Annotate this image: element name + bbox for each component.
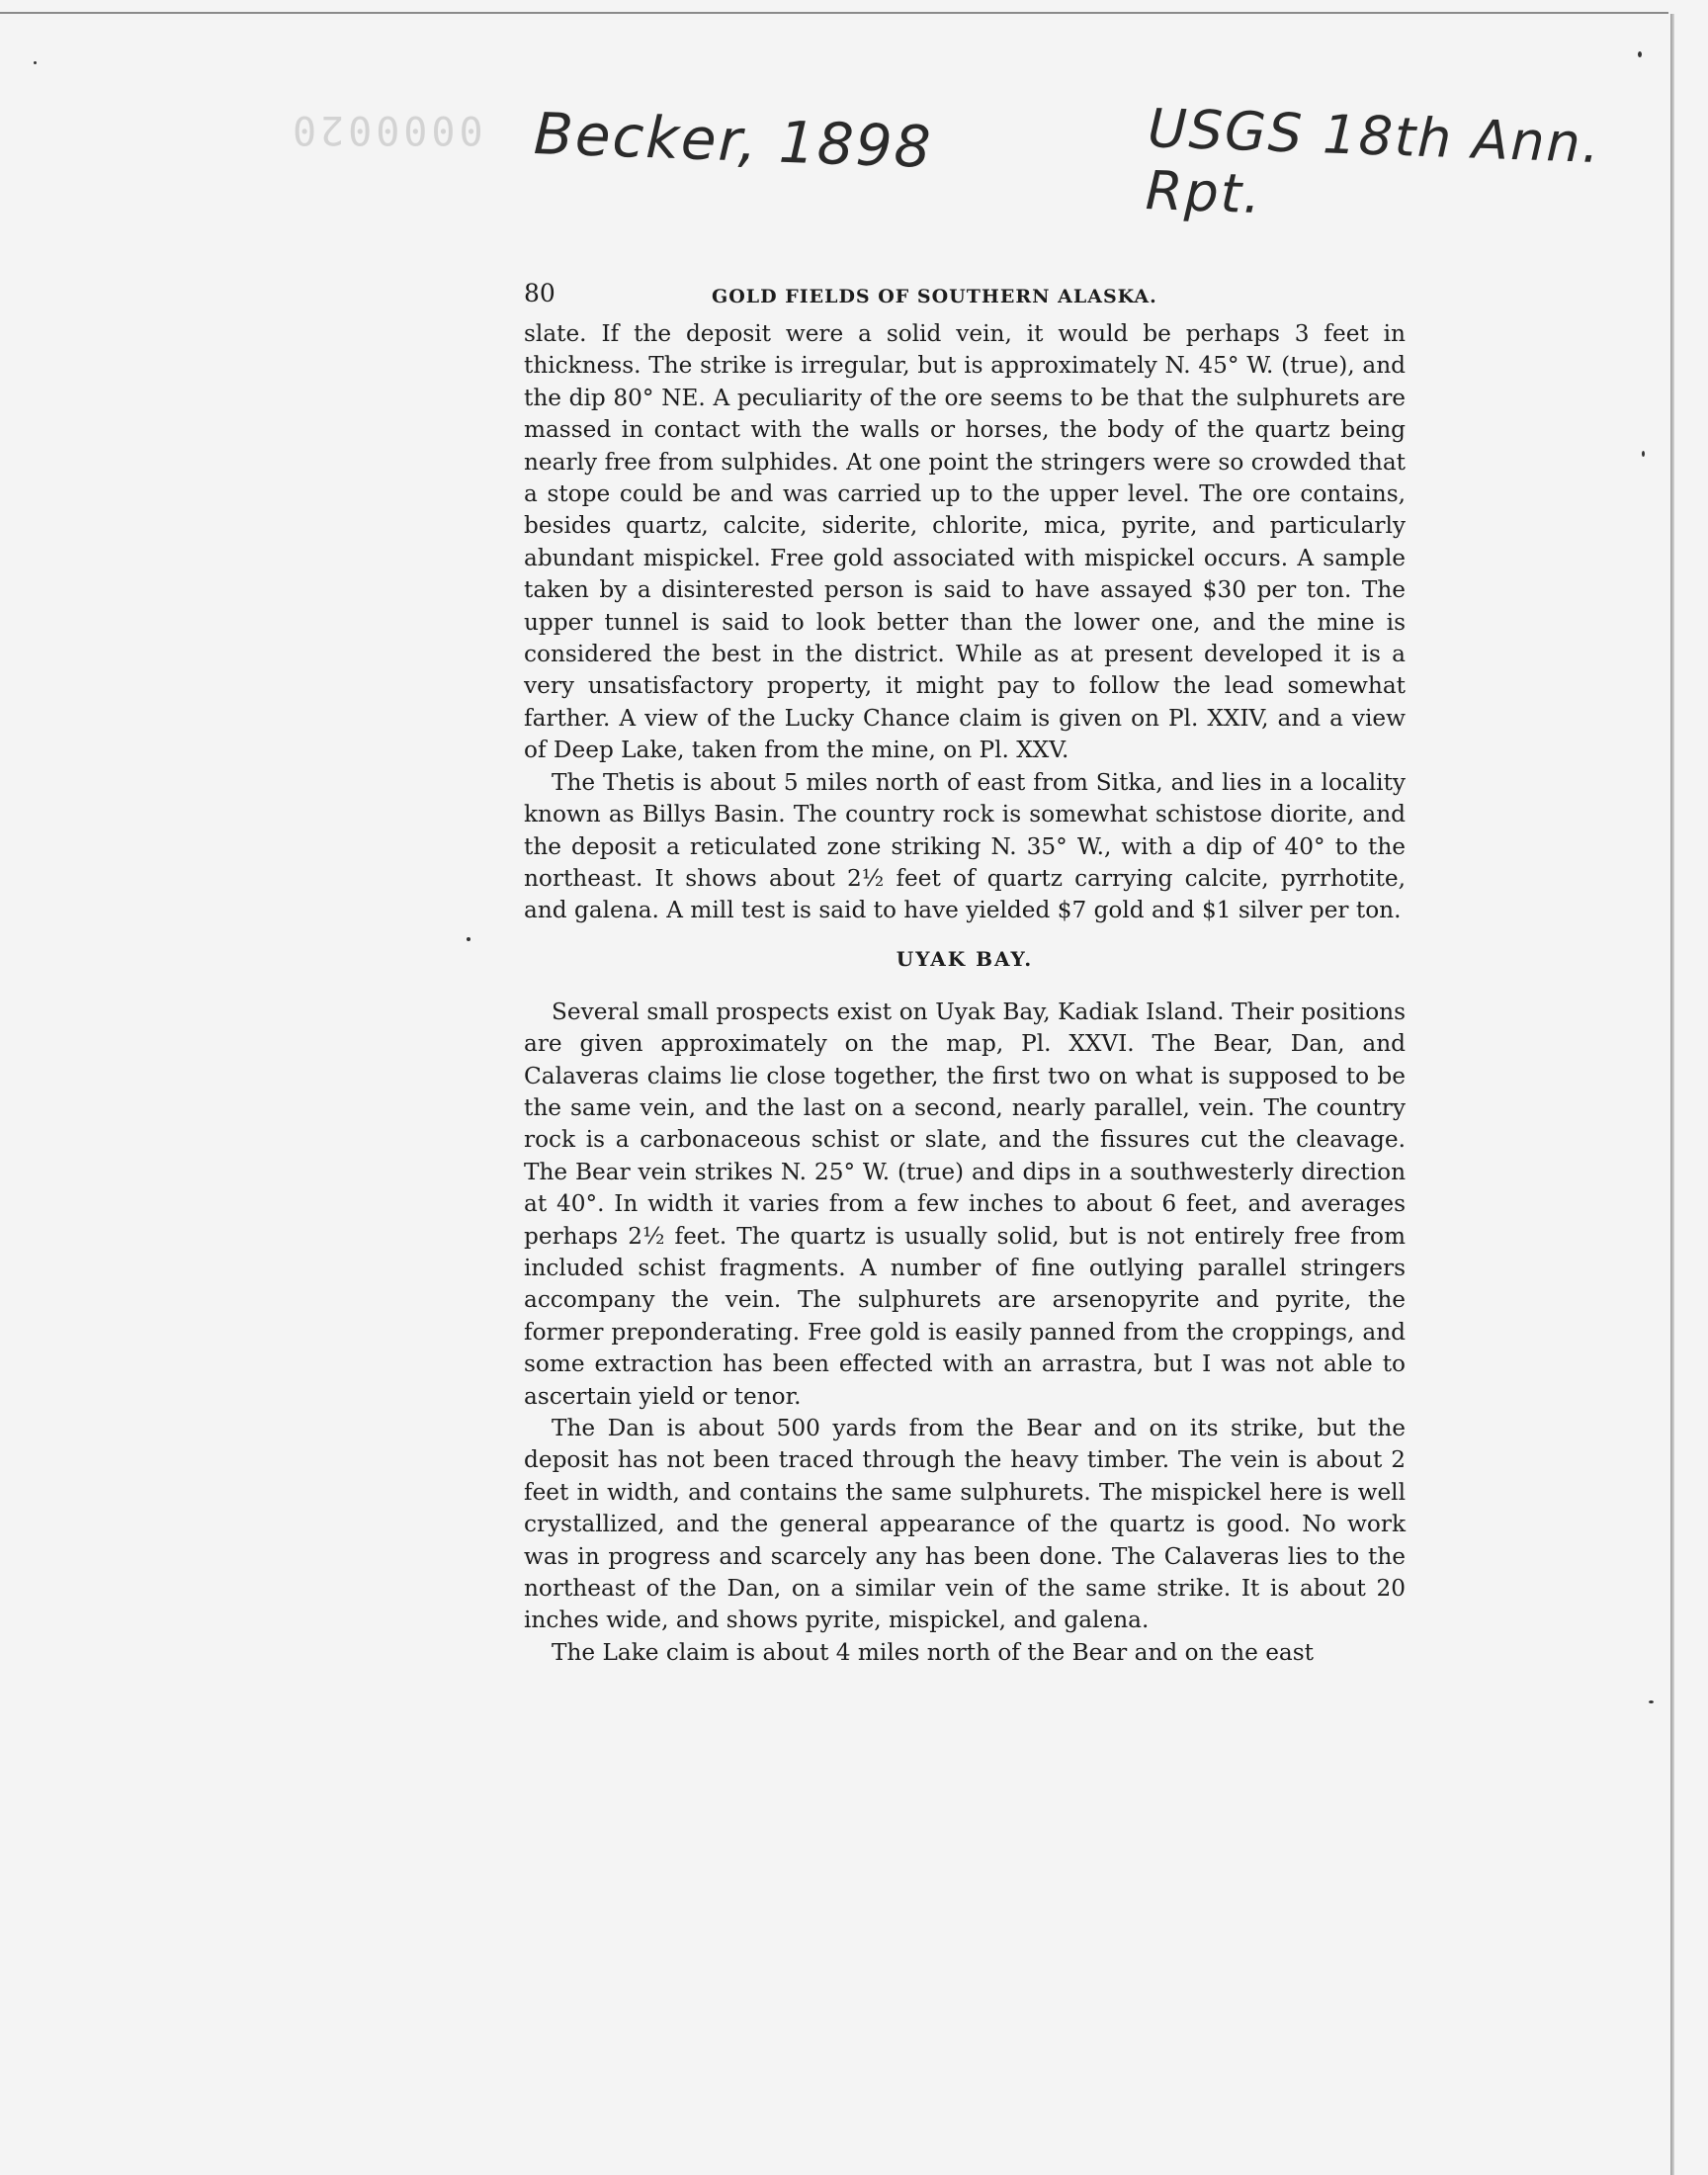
page-number: 80: [524, 279, 555, 307]
paragraph-lucky-chance: slate. If the deposit were a solid vein, it would be perhaps 3 feet in thickness. The strike is irregular, but is approximately N. 45° W. (true), and the dip 80° NE. A peculiarity of the ore seems to be that the sulphurets are massed in contact with the walls or horses, the body of the quartz being nearly free from sulphides. At one point the stringers were so crowded that a stope could be and was carried up to the upper level. The ore contains, besides quartz, calcite, siderite, chlorite, mica, pyrite, and particularly abundant mispickel. Free gold associated with mispickel occurs. A sample taken by a disinterested person is said to have assayed $30 per ton. The upper tunnel is said to look better than the lower one, and the mine is considered the best in the district. While as at present developed it is a very unsatisfactory property, it might pay to follow the lead somewhat farther. A view of the Lucky Chance claim is given on Pl. XXIV, and a view of Deep Lake, taken from the mine, on Pl. XXV.: [524, 320, 1406, 764]
scan-top-edge: [0, 12, 1668, 14]
scan-right-edge: [1670, 14, 1674, 2175]
section-heading-uyak-bay: UYAK BAY.: [896, 946, 1034, 971]
paragraph-lake-claim: The Lake claim is about 4 miles north of the Bear and on the east: [552, 1638, 1314, 1666]
running-title: GOLD FIELDS OF SOUTHERN ALASKA.: [712, 286, 1157, 307]
scan-speck: [1642, 451, 1645, 457]
scan-speck: [1638, 51, 1642, 57]
paragraph-dan-claim: The Dan is about 500 yards from the Bear and on its strike, but the deposit has not been traced through the heavy timber. The vein is about 2 feet in width, and contains the same sulphurets. The mispickel here is well crystallized, and the general appearance of the quartz is good. No work was in progress and scarcely any has been done. The Calaveras lies to the northeast of the Dan, on a similar vein of the same strike. It is about 20 inches wide, and shows pyrite, mispickel, and galena.: [524, 1415, 1406, 1634]
paragraph-uyak-prospects: Several small prospects exist on Uyak Bay, Kadiak Island. Their positions are given approximately on the map, Pl. XXVI. The Bear, Dan, and Calaveras claims lie close together, the first two on what is supposed to be the same vein, and the last on a second, nearly parallel, vein. The country rock is a carbonaceous schist or slate, and the fissures cut the cleavage. The Bear vein strikes N. 25° W. (true) and dips in a southwesterly direction at 40°. In width it varies from a few inches to about 6 feet, and averages perhaps 2½ feet. The quartz is usually solid, but is not entirely free from included schist fragments. A number of fine outlying parallel stringers accompany the vein. The sulphurets are arsenopyrite and pyrite, the former preponderating. Free gold is easily panned from the croppings, and some extraction has been effected with an arrastra, but I was not able to ascertain yield or tenor.: [524, 998, 1406, 1410]
paragraph-thetis: The Thetis is about 5 miles north of east from Sitka, and lies in a locality known as Billys Basin. The country rock is somewhat schistose diorite, and the deposit a reticulated zone striking N. 35° W., with a dip of 40° to the northeast. It shows about 2½ feet of quartz carrying calcite, pyrrhotite, and galena. A mill test is said to have yielded $7 gold and $1 silver per ton.: [524, 768, 1406, 924]
scan-speck: [467, 937, 470, 941]
scan-speck: [34, 61, 37, 64]
handwritten-citation: Becker, 1898: [532, 99, 934, 182]
book-page: [524, 279, 1406, 1669]
running-head: [524, 279, 1406, 318]
handwritten-source-note: USGS 18th Ann. Rpt.: [1144, 97, 1603, 226]
scan-speck: [1649, 1700, 1654, 1703]
archive-stamp-number: 0000020: [289, 107, 483, 152]
